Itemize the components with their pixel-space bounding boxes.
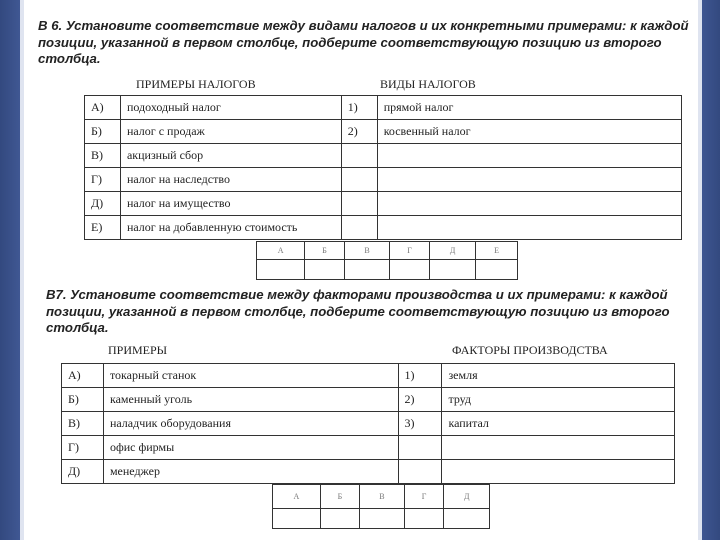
row-example: налог с продаж <box>120 120 341 144</box>
table-row <box>62 412 675 436</box>
question-b6: В 6. Установите соответствие между видами налогов и их конкретными примерами: к каждой позиции, указанной в первом столбце, подберите соответствующую позицию из второго столбца. <box>38 18 689 66</box>
row-number <box>341 216 377 240</box>
row-number <box>341 192 377 216</box>
row-number: 3) <box>398 412 442 436</box>
b7-answer-grid <box>272 484 490 529</box>
answer-cell[interactable] <box>273 509 321 529</box>
table-row <box>62 388 675 412</box>
row-number <box>398 460 442 484</box>
answer-letter: А <box>273 485 321 509</box>
row-letter: Б) <box>85 120 121 144</box>
table-row <box>85 168 682 192</box>
row-letter: Б) <box>62 388 104 412</box>
row-example: акцизный сбор <box>120 144 341 168</box>
row-type: земля <box>442 364 675 388</box>
b6-answer-grid <box>256 241 518 280</box>
answer-cell[interactable] <box>404 509 444 529</box>
answer-cell[interactable] <box>320 509 359 529</box>
answer-letter: Г <box>390 242 430 260</box>
b7-table <box>61 363 675 484</box>
table-row <box>85 120 682 144</box>
b7-header-left: ПРИМЕРЫ <box>108 343 168 357</box>
row-number: 2) <box>341 120 377 144</box>
question-b7: В7. Установите соответствие между факторами производства и их примерами: к каждой позиции, указанной в первом столбце, подберите соответствующую позицию из второго столбца. <box>46 287 670 335</box>
row-type <box>377 144 681 168</box>
row-number <box>341 168 377 192</box>
row-type: косвенный налог <box>377 120 681 144</box>
slide <box>20 0 702 540</box>
row-type <box>377 216 681 240</box>
answer-cell[interactable] <box>390 260 430 280</box>
answer-cell[interactable] <box>305 260 345 280</box>
row-number <box>398 436 442 460</box>
row-letter: Г) <box>62 436 104 460</box>
row-type <box>442 436 675 460</box>
b7-header-right: ФАКТОРЫ ПРОИЗВОДСТВА <box>452 343 608 357</box>
answer-cell[interactable] <box>344 260 389 280</box>
answer-letter: Г <box>404 485 444 509</box>
row-letter: Е) <box>85 216 121 240</box>
row-example: подоходный налог <box>120 96 341 120</box>
row-example: офис фирмы <box>103 436 398 460</box>
row-letter: В) <box>85 144 121 168</box>
row-number: 2) <box>398 388 442 412</box>
answer-letter: А <box>257 242 305 260</box>
row-example: налог на добавленную стоимость <box>120 216 341 240</box>
table-row <box>62 364 675 388</box>
row-type: труд <box>442 388 675 412</box>
row-number <box>341 144 377 168</box>
row-example: налог на наследство <box>120 168 341 192</box>
answer-cell[interactable] <box>476 260 518 280</box>
b6-table <box>84 95 682 240</box>
row-example: налог на имущество <box>120 192 341 216</box>
row-example: токарный станок <box>103 364 398 388</box>
row-example: наладчик оборудования <box>103 412 398 436</box>
row-type <box>377 168 681 192</box>
answer-letter: Б <box>320 485 359 509</box>
answer-letter: В <box>344 242 389 260</box>
row-type: прямой налог <box>377 96 681 120</box>
row-number: 1) <box>341 96 377 120</box>
row-example: каменный уголь <box>103 388 398 412</box>
answer-cell[interactable] <box>430 260 476 280</box>
table-row <box>62 460 675 484</box>
answer-cell[interactable] <box>257 260 305 280</box>
row-letter: Д) <box>85 192 121 216</box>
b6-header-left: ПРИМЕРЫ НАЛОГОВ <box>136 77 256 91</box>
table-row <box>62 436 675 460</box>
row-letter: В) <box>62 412 104 436</box>
row-letter: Д) <box>62 460 104 484</box>
row-type <box>377 192 681 216</box>
answer-letter: Е <box>476 242 518 260</box>
answer-letter: Б <box>305 242 345 260</box>
answer-letter: Д <box>444 485 490 509</box>
row-letter: А) <box>85 96 121 120</box>
row-example: менеджер <box>103 460 398 484</box>
table-row <box>85 192 682 216</box>
row-letter: А) <box>62 364 104 388</box>
b6-header-right: ВИДЫ НАЛОГОВ <box>380 77 476 91</box>
answer-cell[interactable] <box>444 509 490 529</box>
row-letter: Г) <box>85 168 121 192</box>
table-row <box>85 96 682 120</box>
row-type: капитал <box>442 412 675 436</box>
answer-cell[interactable] <box>360 509 405 529</box>
table-row <box>85 216 682 240</box>
table-row <box>85 144 682 168</box>
row-number: 1) <box>398 364 442 388</box>
answer-letter: В <box>360 485 405 509</box>
row-type <box>442 460 675 484</box>
answer-letter: Д <box>430 242 476 260</box>
